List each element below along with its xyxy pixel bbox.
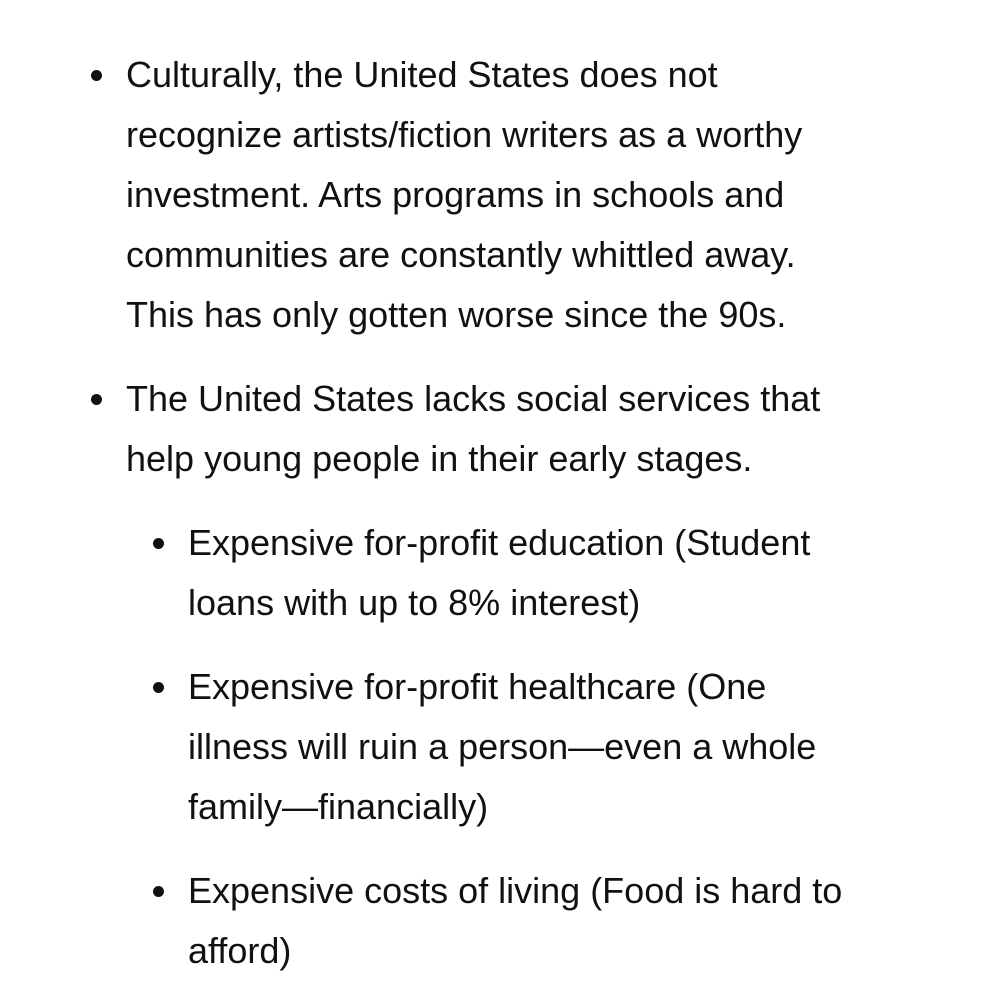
bullet-icon [153,538,164,549]
list-item-text-line: investment. Arts programs in schools and [126,174,785,215]
list-item-culture [0,45,896,345]
list-item-text-line: This has only gotten worse since the 90s. [126,294,787,335]
bullet-icon [153,886,164,897]
list-item-text-line: The United States lacks social services that [126,378,821,419]
sub-list-item-education [0,513,928,633]
article-content [0,45,1000,1005]
list-item-text-line: family—financially) [188,786,489,827]
sub-list-item-healthcare [0,657,928,837]
list-item-text-line: Culturally, the United States does not [126,54,718,95]
list-item-text-line: recognize artists/fiction writers as a worthy [126,114,803,155]
list-item-text-line: afford) [188,930,292,971]
list-item-social-services [0,369,896,981]
list-item-text-line: Expensive for-profit education (Student [188,522,811,563]
list-item-text-line: Expensive costs of living (Food is hard to [188,870,843,911]
sub-list-item-cost-of-living [0,861,928,981]
nested-bullet-list [126,513,896,981]
list-item-text-line: illness will ruin a person—even a whole [188,726,817,767]
list-item-text-line: loans with up to 8% interest) [188,582,641,623]
list-item-text-line: Expensive for-profit healthcare (One [188,666,767,707]
list-item-text-line: help young people in their early stages. [126,438,753,479]
bullet-icon [91,394,102,405]
bullet-list [0,45,1000,981]
bullet-icon [91,70,102,81]
bullet-icon [153,682,164,693]
list-item-text-line: communities are constantly whittled away. [126,234,796,275]
